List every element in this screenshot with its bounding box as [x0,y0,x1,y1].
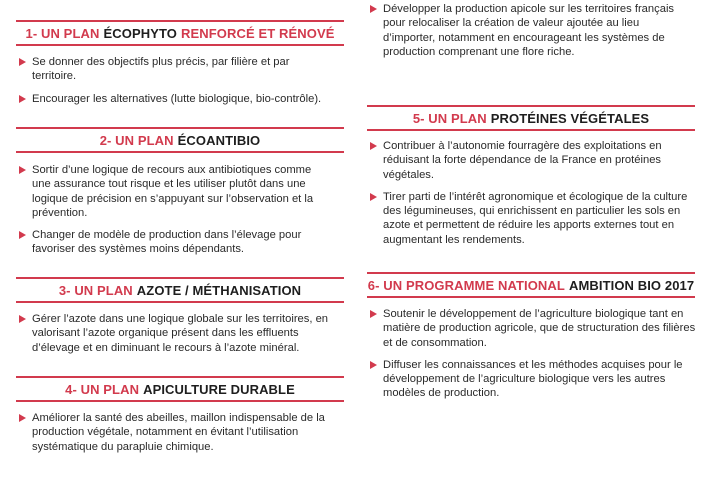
section-title: AMBITION BIO 2017 [568,277,695,293]
list-item-text: Se donner des objectifs plus précis, par filière et par territoire. [32,56,290,83]
section-azote [16,277,344,355]
section-title: ÉCOPHYTO [103,25,177,41]
list-item [367,358,695,401]
list-item [16,312,344,355]
bullet-triangle-icon [19,414,26,422]
section-ecoantibio [16,127,344,257]
section-header [16,127,344,153]
list-item [16,228,344,257]
list-item-text: Soutenir le développement de l’agriculture biologique tant en matière de production agricole, que de structuration des filières et de consommation. [383,308,696,349]
list-item [16,411,344,454]
section-header [367,105,695,131]
list-item-text: Changer de modèle de production dans l’élevage pour favoriser des systèmes moins dépendants. [32,229,302,256]
section-number: 5- UN PLAN [412,110,487,126]
section-number: 3- UN PLAN [58,282,133,298]
section-title: APICULTURE DURABLE [143,381,295,397]
section-title: ÉCOANTIBIO [177,132,261,148]
list-item-text: Encourager les alternatives (lutte biologique, bio-contrôle). [32,92,322,105]
bullet-triangle-icon [370,361,377,369]
section-title: AZOTE / MÉTHANISATION [136,282,302,298]
section-apiculture-continued [367,2,695,59]
section-title-suffix: RENFORCÉ ET RÉNOVÉ [181,25,335,41]
section-header [16,376,344,402]
section-title: PROTÉINES VÉGÉTALES [490,110,650,126]
list-item [367,307,695,350]
section-number: 6- UN PROGRAMME NATIONAL [367,277,565,293]
section-apiculture [16,376,344,454]
section-proteines [367,105,695,247]
section-header [16,277,344,303]
list-item [367,190,695,247]
section-number: 1- UN PLAN [25,25,100,41]
section-header [367,272,695,298]
section-number: 4- UN PLAN [65,381,140,397]
list-item [16,163,344,220]
bullet-triangle-icon [19,231,26,239]
bullet-triangle-icon [370,142,377,150]
section-header [16,20,344,46]
list-item [367,2,695,59]
list-item-text: Tirer parti de l’intérêt agronomique et écologique de la culture des légumineuses, qui enrichissent en particulier les sols en azote et permettent de réduire les apports externes tout en augmentant les rendements. [383,190,688,246]
list-item-text: Diffuser les connaissances et les méthodes acquises pour le développement de l’agriculture biologique vers les autres modèles de production. [383,358,683,400]
list-item-text: Gérer l’azote dans une logique globale sur les territoires, en valorisant l’azote organique présent dans les effluents d’élevage et en diminuant le recours à l’azote minéral. [32,313,329,354]
bullet-triangle-icon [370,193,377,201]
list-item [16,55,344,84]
list-item-text: Améliorer la santé des abeilles, maillon indispensable de la production végétale, notamment en évitant l’utilisation systématique du parapluie chimique. [32,412,325,453]
list-item [367,139,695,182]
section-ecophyto [16,20,344,106]
bullet-triangle-icon [370,5,377,13]
bullet-triangle-icon [19,315,26,323]
bullet-triangle-icon [370,310,377,318]
list-item [16,92,344,106]
section-ambition-bio [367,272,695,401]
list-item-text: Sortir d’une logique de recours aux antibiotiques comme une assurance tout risque et les utiliser plutôt dans une logique de précision en s’appuyant sur l’observation et la prévention. [32,164,314,219]
bullet-triangle-icon [19,95,26,103]
list-item-text: Contribuer à l’autonomie fourragère des exploitations en réduisant la forte dépendance de la France en protéines végétales. [383,140,662,181]
section-number: 2- UN PLAN [99,132,174,148]
list-item-text: Développer la production apicole sur les territoires français pour relocaliser la création de valeur ajoutée au lieu d’importer, notamment en encourageant les systèmes de production comprenant une flore riche. [383,3,675,58]
bullet-triangle-icon [19,58,26,66]
bullet-triangle-icon [19,166,26,174]
